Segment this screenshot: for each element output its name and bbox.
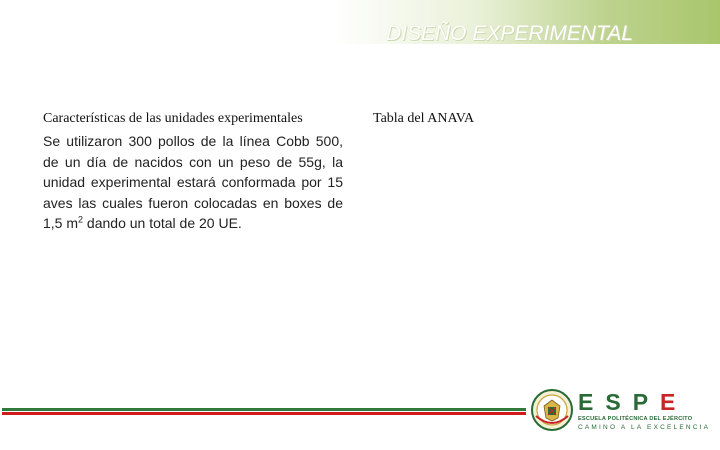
body-text-end: dando un total de 20 UE.	[83, 215, 242, 231]
university-name: ESCUELA POLITÉCNICA DEL EJÉRCITO	[578, 416, 693, 422]
red-stripe	[2, 412, 526, 415]
superscript: 2	[78, 214, 84, 225]
logo-wordmark	[578, 390, 687, 414]
motto: CAMINO A LA EXCELENCIA	[578, 424, 711, 431]
right-heading: Tabla del ANAVA	[373, 111, 475, 126]
footer-stripes	[2, 408, 526, 416]
left-column	[43, 109, 343, 234]
logo-letter-p: P	[632, 389, 661, 415]
logo-letter-s: S	[605, 389, 633, 415]
left-body-text	[43, 131, 343, 234]
slide-title: DISEÑO EXPERIMENTAL	[386, 22, 633, 45]
logo-letter-e2: E	[660, 389, 688, 415]
body-text-main: Se utilizaron 300 pollos de la línea Cobb 500, de un día de nacidos con un peso de 55g, la unidad experimental estará conformada por 15 aves las cuales fueron colocadas en boxes de 1,5 m	[43, 133, 343, 231]
left-heading: Características de las unidades experimentales	[43, 111, 303, 126]
university-seal-icon	[530, 388, 574, 432]
espe-logo	[530, 388, 716, 438]
logo-letter-e: E	[578, 389, 606, 415]
